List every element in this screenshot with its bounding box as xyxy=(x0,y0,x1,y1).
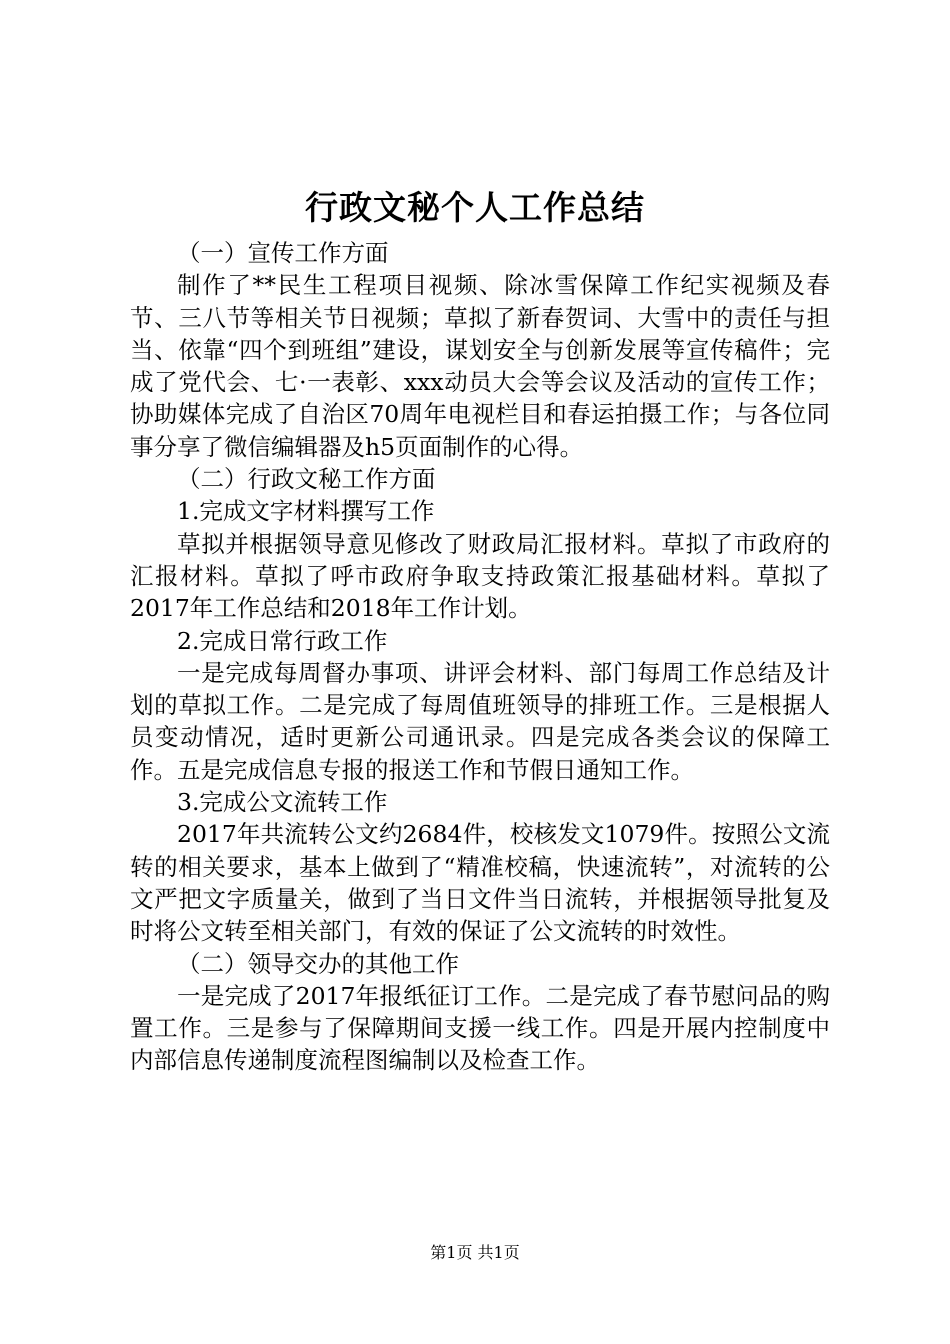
document-title: 行政文秘个人工作总结 xyxy=(305,188,645,227)
section-heading-other: （二）领导交办的其他工作 xyxy=(177,949,459,978)
paragraph-publicity: 制作了**民生工程项目视频、除冰雪保障工作纪实视频及春节、三八节等相关节日视频；草拟了新春贺词、大雪中的责任与担当、依靠“四个到班组”建设，谋划安全与创新发展等宣传稿件；完成了党代会、七·一表彰、xxx动员大会等会议及活动的宣传工作；协助媒体完成了自治区70周年电视栏目和春运拍摄工作；与各位同事分享了微信编辑器及h5页面制作的心得。 xyxy=(130,271,830,461)
subheading-document-flow: 3.完成公文流转工作 xyxy=(177,788,388,817)
subheading-writing: 1.完成文字材料撰写工作 xyxy=(177,497,435,526)
page-footer: 第1页 共1页 xyxy=(430,1243,520,1262)
document-body xyxy=(130,237,830,1077)
paragraph-document-flow: 2017年共流转公文约2684件，校核发文1079件。按照公文流转的相关要求，基本上做到了“精准校稿，快速流转”，对流转的公文严把文字质量关，做到了当日文件当日流转，并根据领导批复及时将公文转至相关部门，有效的保证了公文流转的时效性。 xyxy=(130,820,830,946)
paragraph-daily-admin: 一是完成每周督办事项、讲评会材料、部门每周工作总结及计划的草拟工作。二是完成了每周值班领导的排班工作。三是根据人员变动情况，适时更新公司通讯录。四是完成各类会议的保障工作。五是完成信息专报的报送工作和节假日通知工作。 xyxy=(130,658,830,784)
section-heading-publicity: （一）宣传工作方面 xyxy=(177,239,389,267)
paragraph-writing: 草拟并根据领导意见修改了财政局汇报材料。草拟了市政府的汇报材料。草拟了呼市政府争取支持政策汇报基础材料。草拟了2017年工作总结和2018年工作计划。 xyxy=(130,529,830,623)
subheading-daily-admin: 2.完成日常行政工作 xyxy=(177,626,388,655)
paragraph-other: 一是完成了2017年报纸征订工作。二是完成了春节慰问品的购置工作。三是参与了保障期间支援一线工作。四是开展内控制度中内部信息传递制度流程图编制以及检查工作。 xyxy=(130,981,830,1075)
section-heading-admin: （二）行政文秘工作方面 xyxy=(177,465,436,494)
